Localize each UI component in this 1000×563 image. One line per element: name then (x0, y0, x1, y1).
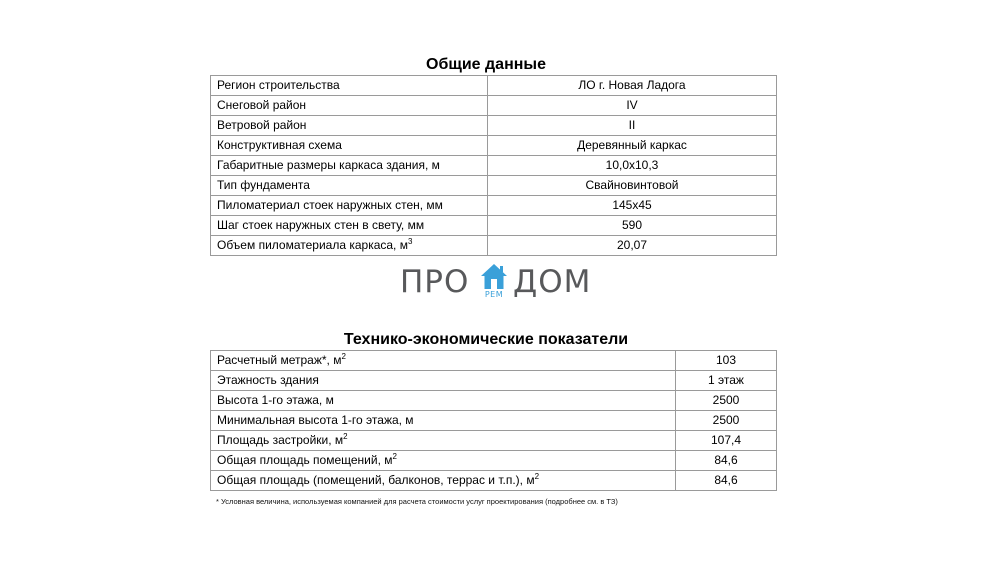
unit-superscript: 2 (341, 352, 346, 361)
row-value: Деревянный каркас (488, 136, 777, 156)
row-label-text: Расчетный метраж*, м (217, 353, 342, 367)
row-value: 10,0x10,3 (488, 156, 777, 176)
row-label: Габаритные размеры каркаса здания, м (211, 156, 488, 176)
house-icon (479, 262, 509, 292)
row-label (211, 471, 676, 491)
row-value: 2500 (676, 391, 777, 411)
row-value: 145x45 (488, 196, 777, 216)
row-label: Минимальная высота 1-го этажа, м (211, 411, 676, 431)
footnote: * Условная величина, используемая компанией для расчета стоимости услуг проектирования (подробнее см. в ТЗ) (216, 497, 618, 506)
row-value: Свайновинтовой (488, 176, 777, 196)
table-row (211, 136, 777, 156)
row-label-text: Объем пиломатериала каркаса, м (217, 238, 408, 252)
row-label: Шаг стоек наружных стен в свету, мм (211, 216, 488, 236)
row-label (211, 236, 488, 256)
row-label (211, 351, 676, 371)
table-row (211, 371, 777, 391)
table-row (211, 116, 777, 136)
logo-sub-rem: РЕМ (484, 290, 504, 299)
row-value: II (488, 116, 777, 136)
row-value: 84,6 (676, 471, 777, 491)
row-value: 20,07 (488, 236, 777, 256)
row-value: IV (488, 96, 777, 116)
row-value: 103 (676, 351, 777, 371)
row-value: 590 (488, 216, 777, 236)
row-label: Этажность здания (211, 371, 676, 391)
table-row (211, 351, 777, 371)
unit-superscript: 3 (407, 237, 413, 246)
row-value: 1 этаж (676, 371, 777, 391)
table-row (211, 176, 777, 196)
unit-superscript: 2 (343, 432, 348, 441)
table-row (211, 451, 777, 471)
table-row (211, 471, 777, 491)
table-row (211, 76, 777, 96)
row-label (211, 431, 676, 451)
general-data-table (210, 75, 777, 256)
row-label-text: Общая площадь (помещений, балконов, террас и т.п.), м (217, 473, 535, 487)
row-label: Снеговой район (211, 96, 488, 116)
logo (400, 262, 600, 302)
row-label: Регион строительства (211, 76, 488, 96)
economic-indicators-title: Технико-экономические показатели (343, 331, 629, 348)
row-value: ЛО г. Новая Ладога (488, 76, 777, 96)
row-label (211, 451, 676, 471)
row-label: Ветровой район (211, 116, 488, 136)
row-label: Тип фундамента (211, 176, 488, 196)
row-label-text: Площадь застройки, м (217, 433, 344, 447)
logo-word-pro: ПРО (400, 264, 470, 300)
table-row (211, 411, 777, 431)
row-value: 107,4 (676, 431, 777, 451)
row-label: Высота 1-го этажа, м (211, 391, 676, 411)
row-value: 84,6 (676, 451, 777, 471)
row-label: Пиломатериал стоек наружных стен, мм (211, 196, 488, 216)
row-label: Конструктивная схема (211, 136, 488, 156)
table-row (211, 236, 777, 256)
general-data-title: Общие данные (426, 56, 546, 73)
table-row (211, 431, 777, 451)
table-row (211, 216, 777, 236)
row-label-text: Общая площадь помещений, м (217, 453, 393, 467)
economic-indicators-table (210, 350, 777, 491)
table-row (211, 196, 777, 216)
table-row (211, 96, 777, 116)
table-row (211, 391, 777, 411)
unit-superscript: 2 (392, 452, 397, 461)
row-value: 2500 (676, 411, 777, 431)
table-row (211, 156, 777, 176)
unit-superscript: 2 (534, 472, 540, 481)
logo-word-dom: ДОМ (513, 264, 592, 300)
